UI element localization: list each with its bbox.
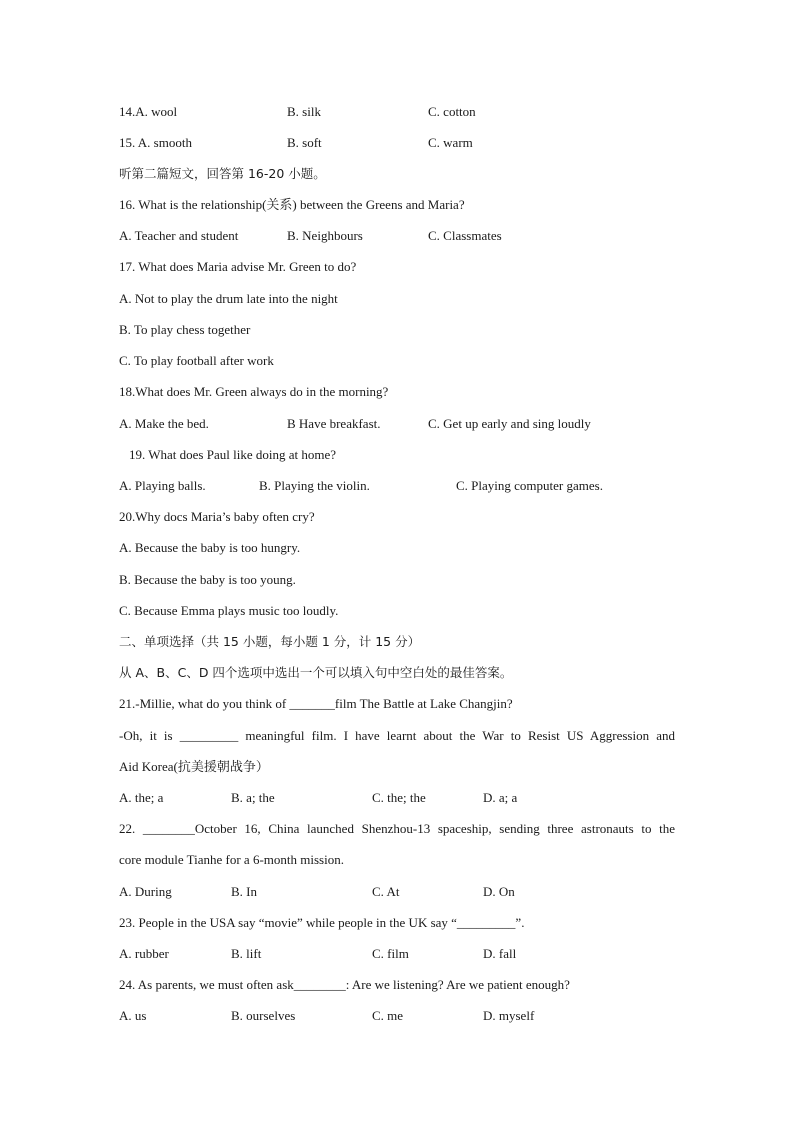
q22-option-b: B. In — [231, 884, 257, 899]
q19-option-c: C. Playing computer games. — [456, 478, 603, 493]
q21-option-a: A. the; a — [119, 790, 164, 805]
q19-option-a: A. Playing balls. — [119, 478, 206, 493]
q18-option-a: A. Make the bed. — [119, 416, 209, 431]
q17-option-b: B. To play chess together — [119, 322, 251, 337]
q21-option-b: B. a; the — [231, 790, 275, 805]
q20-stem: 20.Why docs Maria’s baby often cry? — [119, 509, 315, 524]
q18-stem: 18.What does Mr. Green always do in the morning? — [119, 384, 389, 399]
q23-option-c: C. film — [372, 946, 409, 961]
q24-option-a: A. us — [119, 1008, 147, 1023]
q21-option-c: C. the; the — [372, 790, 426, 805]
q24-option-b: B. ourselves — [231, 1008, 296, 1023]
q14-option-a: 14.A. wool — [119, 104, 178, 119]
q21-option-d: D. a; a — [483, 790, 518, 805]
q22-line-2: core module Tianhe for a 6-month mission. — [119, 852, 344, 867]
q17-option-c: C. To play football after work — [119, 353, 274, 368]
section-2-title: 二、单项选择（共 15 小题，每小题 1 分，计 15 分） — [119, 634, 421, 649]
q15-option-c: C. warm — [428, 135, 473, 150]
q14-option-b: B. silk — [287, 104, 321, 119]
q23-option-d: D. fall — [483, 946, 517, 961]
q16-option-a: A. Teacher and student — [119, 228, 239, 243]
q16-stem: 16. What is the relationship(关系) between the Greens and Maria? — [119, 197, 465, 212]
q23-stem: 23. People in the USA say “movie” while people in the UK say “_________”. — [119, 915, 525, 930]
q23-option-a: A. rubber — [119, 946, 169, 961]
q15-option-a: 15. A. smooth — [119, 135, 192, 150]
q16-option-b: B. Neighbours — [287, 228, 363, 243]
q19-option-b: B. Playing the violin. — [259, 478, 370, 493]
q22-option-d: D. On — [483, 884, 515, 899]
q20-option-b: B. Because the baby is too young. — [119, 572, 296, 587]
q24-stem: 24. As parents, we must often ask________: Are we listening? Are we patient enough? — [119, 977, 570, 992]
q21-line-3: Aid Korea(抗美援朝战争） — [119, 759, 269, 774]
q19-stem: 19. What does Paul like doing at home? — [129, 447, 336, 462]
q16-option-c: C. Classmates — [428, 228, 502, 243]
section-2-instruction: 从 A、B、C、D 四个选项中选出一个可以填入句中空白处的最佳答案。 — [119, 665, 513, 680]
q23-option-b: B. lift — [231, 946, 262, 961]
q15-option-b: B. soft — [287, 135, 322, 150]
q24-option-c: C. me — [372, 1008, 404, 1023]
q21-stem: 21.-Millie, what do you think of _______film The Battle at Lake Changjin? — [119, 696, 513, 711]
q20-option-c: C. Because Emma plays music too loudly. — [119, 603, 339, 618]
q24-option-d: D. myself — [483, 1008, 535, 1023]
q21-line-2: -Oh, it is _________ meaningful film. I have learnt about the War to Resist US Aggression and — [119, 728, 675, 743]
q18-option-c: C. Get up early and sing loudly — [428, 416, 591, 431]
q14-option-c: C. cotton — [428, 104, 476, 119]
q17-option-a: A. Not to play the drum late into the night — [119, 291, 338, 306]
q22-option-a: A. During — [119, 884, 172, 899]
q17-stem: 17. What does Maria advise Mr. Green to do? — [119, 259, 357, 274]
q20-option-a: A. Because the baby is too hungry. — [119, 540, 301, 555]
q22-option-c: C. At — [372, 884, 400, 899]
q22-line-1: 22. ________October 16, China launched Shenzhou-13 spaceship, sending three astronauts to the — [119, 821, 675, 836]
listening-section-heading: 听第二篇短文，回答第 16-20 小题。 — [119, 166, 326, 181]
q18-option-b: B Have breakfast. — [287, 416, 381, 431]
